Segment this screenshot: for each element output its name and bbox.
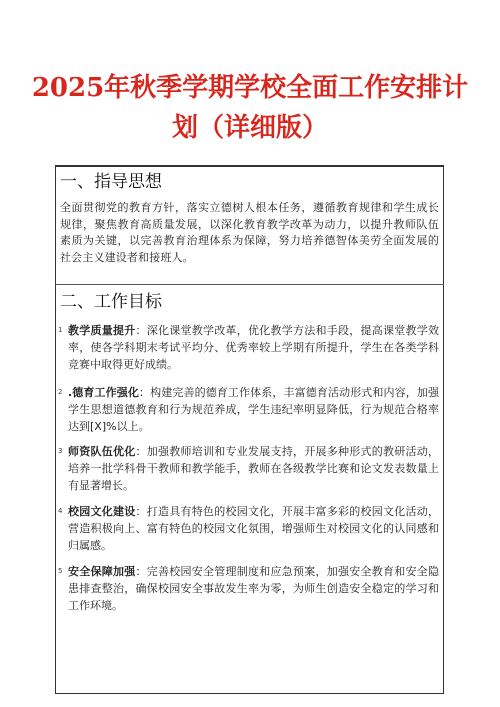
guiding-ideology-paragraph: 全面贯彻党的教育方针，落实立德树人根本任务，遵循教育规律和学生成长规律，聚焦教育高质量发展，以深化教育教学改革为动力，以提升教师队伍素质为关键，以完善教育治理体系为保障，努力培养德智体美劳全面发展的社会主义建设者和接班人。 — [60, 201, 439, 264]
goal-item — [60, 384, 439, 435]
goal-text: ：构建完善的德育工作体系，丰富德育活动形式和内容，加强学生思想道德教育和行为规范养成，学生违纪率明显降低，行为规范合格率达到[X]%以上。 — [68, 386, 440, 433]
goal-number: 3 — [58, 447, 63, 455]
goal-label: 教学质量提升 — [68, 324, 136, 337]
goal-number: 5 — [58, 567, 63, 575]
goal-label: 校园文化建设 — [68, 505, 136, 518]
goal-item — [60, 503, 439, 554]
section-heading-guiding-ideology: 一、指导思想 — [60, 172, 162, 192]
goal-number: 2 — [58, 388, 63, 396]
goal-number: 1 — [58, 326, 63, 334]
goal-text: ：加强教师培训和专业发展支持，开展多种形式的教研活动，培养一批学科骨干教师和教学能手，教师在各级教学比赛和论文发表数量上有显著增长。 — [68, 445, 439, 492]
section-heading-work-goals: 二、工作目标 — [60, 292, 162, 312]
document-title: 2025年秋季学期学校全面工作安排计划（详细版） — [31, 73, 469, 143]
goal-item — [60, 563, 439, 614]
goal-label: 师资队伍优化 — [68, 445, 136, 458]
goal-text: ：打造具有特色的校园文化，开展丰富多彩的校园文化活动，营造积极向上、富有特色的校园文化氛围，增强师生对校园文化的认同感和归属感。 — [68, 505, 439, 552]
goal-item — [60, 322, 439, 373]
section-divider — [55, 284, 444, 285]
goal-number: 4 — [58, 507, 63, 515]
goal-label: .德育工作强化 — [68, 386, 139, 399]
goal-item — [60, 443, 439, 494]
goal-text: ：完善校园安全管理制度和应急预案，加强安全教育和安全隐患排查整治，确保校园安全事故发生率为零，为师生创造安全稳定的学习和工作环境。 — [68, 565, 439, 612]
top-rule — [55, 165, 444, 167]
goal-text: ：深化课堂教学改革，优化教学方法和手段，提高课堂教学效率，使各学科期末考试平均分、优秀率较上学期有所提升，学生在各类学科竞赛中取得更好成绩。 — [68, 324, 439, 371]
goal-label: 安全保障加强 — [68, 565, 136, 578]
